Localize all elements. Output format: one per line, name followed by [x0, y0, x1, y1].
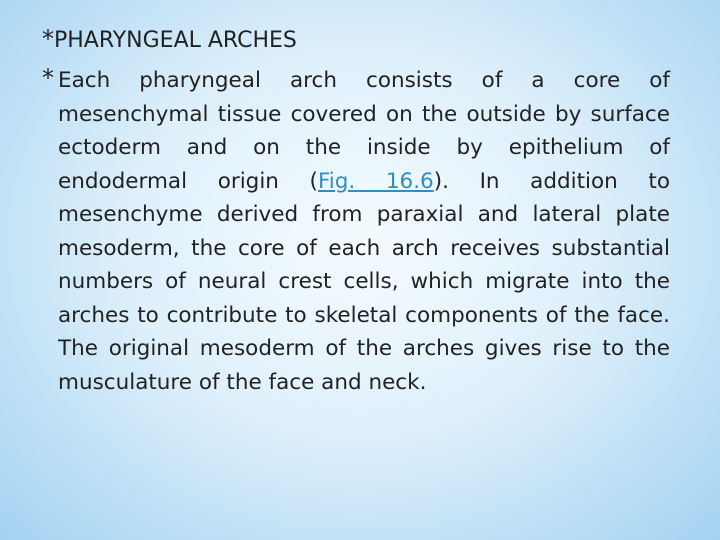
slide-title: [42, 22, 297, 58]
figure-link[interactable]: Fig. 16.6: [317, 168, 434, 194]
body-paragraph: [42, 64, 670, 399]
paragraph-text: [58, 64, 670, 399]
body-bullet-mark: *: [42, 64, 54, 92]
title-text: PHARYNGEAL ARCHES: [54, 28, 297, 53]
title-bullet-mark: *: [42, 25, 54, 53]
paragraph-part1: Each pharyngeal arch consists of a core of mesenchymal tissue covered on the outside by surface ectoderm and on the inside by epithelium of endodermal origin (: [58, 68, 670, 194]
paragraph-part2: ). In addition to mesenchyme derived from paraxial and lateral plate mesoderm, the core of each arch receives substantial numbers of neural crest cells, which migrate into the arches to contribute to skeletal components of the face. The original mesoderm of the arches gives rise to the musculature of the face and neck.: [58, 168, 671, 395]
